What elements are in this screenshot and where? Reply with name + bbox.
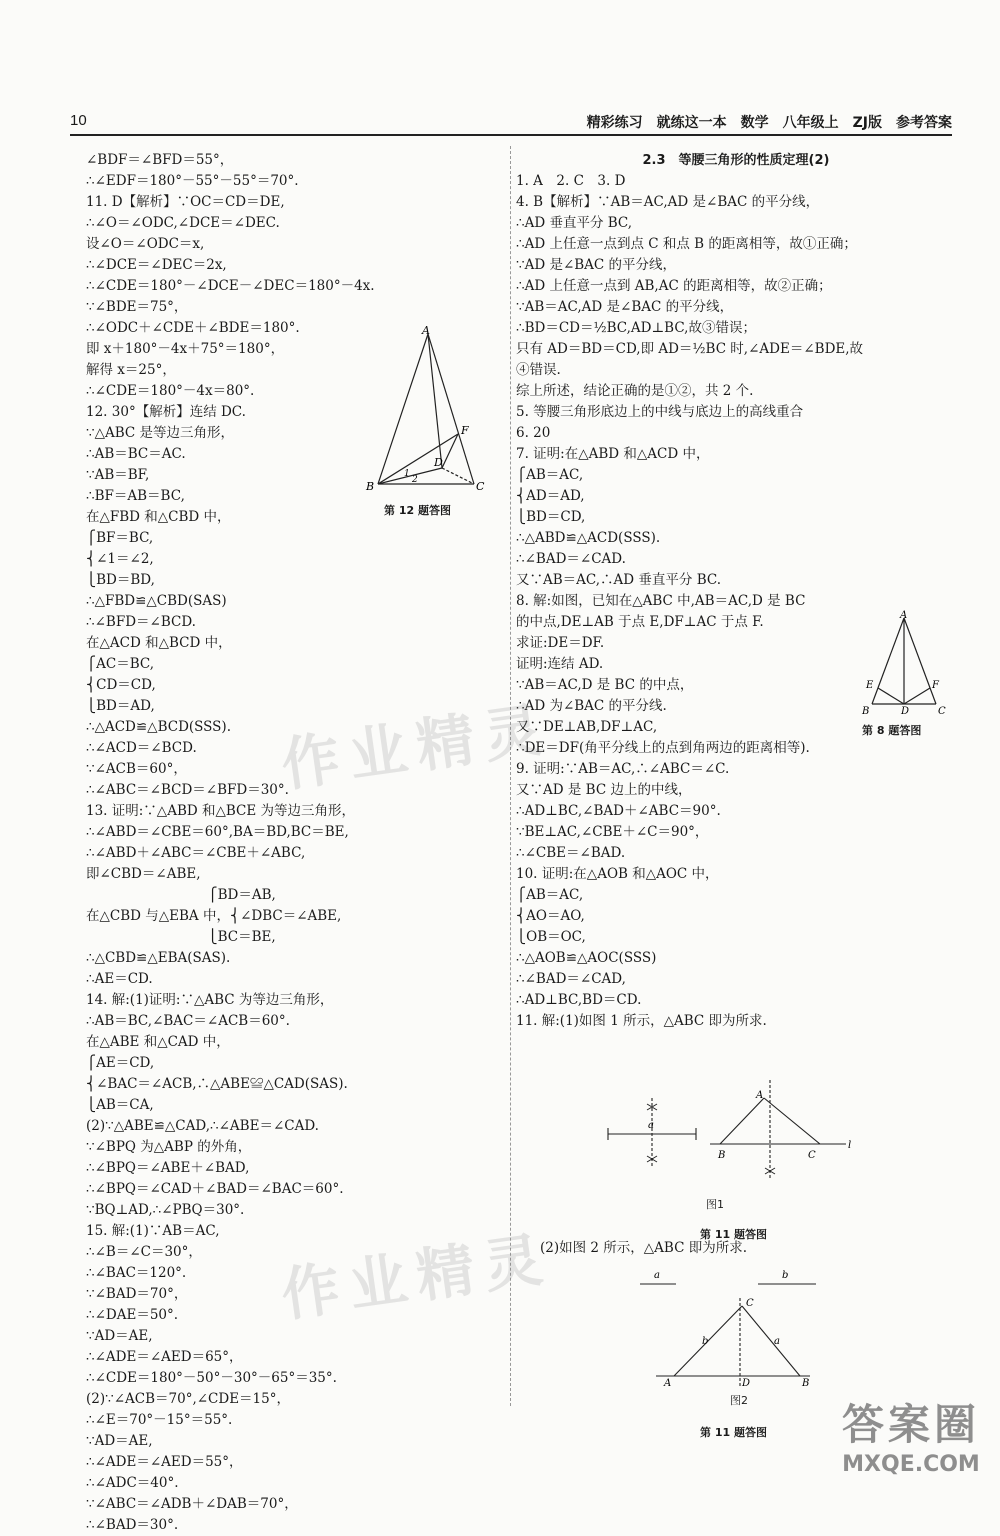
answer-line: ∴∠DAE＝50°.: [86, 1307, 179, 1323]
fig12-line-bd: [378, 468, 442, 484]
fig12-label-2: 2: [412, 475, 418, 485]
answer-line: ∴∠ADE＝∠AED＝55°，: [86, 1454, 243, 1470]
fig8-label-e: E: [866, 680, 874, 691]
watermark: 作业精灵: [277, 694, 557, 800]
answer-line: ∴AD 上任意一点到 AB,AC 的距离相等，故②正确；: [516, 278, 832, 294]
answer-line: 又∵AD 是 BC 边上的中线，: [516, 782, 692, 798]
fig11b-label-b-seg: b: [782, 1270, 789, 1281]
answer-line: ∴AD 为∠BAC 的平分线.: [516, 698, 667, 714]
answer-line: ⎩OB＝OC,: [516, 929, 586, 945]
fig12-label-a: A: [422, 326, 430, 337]
answer-line: 在△CBD 与△EBA 中，⎨∠DBC＝∠ABE,: [86, 908, 342, 924]
fig11a-label-a: A: [756, 1090, 764, 1101]
fig8-label-f: F: [932, 680, 939, 691]
answer-line: ⎧BD＝AB,: [86, 887, 276, 903]
fig8-side-ab: [872, 618, 904, 704]
answer-line: 9. 证明:∵AB＝AC,∴∠ABC＝∠C.: [516, 761, 730, 777]
answer-line: ∴△AOB≌△AOC(SSS): [516, 950, 657, 966]
answer-line: ∵∠BDE＝75°，: [86, 299, 188, 315]
answer-line: 15. 解:(1)∵AB＝AC,: [86, 1223, 220, 1239]
fig8-line-de: [878, 688, 904, 704]
answer-line: 又∵DE⊥AB,DF⊥AC,: [516, 719, 658, 735]
fig11b-label-a-seg: a: [654, 1270, 660, 1281]
answer-line: ∵∠BPQ 为△ABP 的外角，: [86, 1139, 252, 1155]
answer-line: ∴DE＝DF(角平分线上的点到角两边的距离相等).: [516, 740, 810, 756]
fig8-caption: 第 8 题答图: [862, 724, 922, 737]
figure-12: [362, 326, 492, 494]
fig12-side-ab: [378, 334, 428, 484]
answer-line: ∴∠ADC＝40°.: [86, 1475, 179, 1491]
answer-line: ⎨AD＝AD,: [516, 488, 585, 504]
answer-line: ∴∠EDF＝180°－55°－55°＝70°.: [86, 173, 299, 189]
answer-line: ∴∠ODC＋∠CDE＋∠BDE＝180°.: [86, 320, 300, 336]
answer-line: ∴∠ABC＝∠BCD＝∠BFD＝30°.: [86, 782, 289, 798]
answer-line: ∴AE＝CD.: [86, 971, 153, 987]
answer-line: ∵AB＝AC,D 是 BC 的中点，: [516, 677, 694, 693]
answer-line: 5. 等腰三角形底边上的中线与底边上的高线重合: [516, 404, 804, 420]
answer-line: ∴∠CDE＝180°－∠DCE－∠DEC＝180°－4x.: [86, 278, 375, 294]
answer-line: 在△ABE 和△CAD 中，: [86, 1034, 230, 1050]
fig12-label-f: F: [461, 424, 469, 437]
fig11a-label-c: C: [808, 1150, 816, 1161]
figure-8: [860, 610, 948, 716]
fig11a-side-ac: [764, 1098, 820, 1144]
answer-line: 求证:DE＝DF.: [516, 635, 605, 651]
right-column: [516, 150, 956, 1032]
answer-line: ∴∠BAD＝∠CAD,: [516, 971, 626, 987]
answer-line: ⎨∠1＝∠2,: [86, 551, 154, 567]
watermark: 作业精灵: [277, 1224, 557, 1330]
figure-11-2: [620, 1262, 840, 1390]
answer-line: (2)∵△ABE≌△CAD,∴∠ABE＝∠CAD.: [86, 1118, 319, 1134]
answer-line: ∴∠B＝∠C＝30°，: [86, 1244, 202, 1260]
fig8-label-c: C: [938, 706, 946, 716]
answer-line: 7. 证明:在△ABD 和△ACD 中，: [516, 446, 710, 462]
answer-line: ∴AD⊥BC,∠BAD＋∠ABC＝90°.: [516, 803, 721, 819]
answer-line: 12. 30°【解析】连结 DC.: [86, 404, 246, 420]
fig11a-sub-caption: 图1: [706, 1198, 724, 1211]
fig11b-label-c: C: [746, 1298, 754, 1309]
answer-line: ∴∠ACD＝∠BCD.: [86, 740, 197, 756]
answer-line: 设∠O＝∠ODC＝x,: [86, 236, 205, 252]
answer-line: ∴∠BPQ＝∠CAD＋∠BAD＝∠BAC＝60°.: [86, 1181, 344, 1197]
answer-line: ⎩BD＝CD,: [516, 509, 586, 525]
answer-line: ∴∠BAD＝30°.: [86, 1517, 179, 1533]
answer-line: ∴BD＝CD＝½BC,AD⊥BC,故③错误；: [516, 320, 756, 336]
answer-line: 的中点,DE⊥AB 于点 E,DF⊥AC 于点 F.: [516, 614, 764, 630]
answer-line: ∴∠BAC＝120°.: [86, 1265, 187, 1281]
answer-line: 4. B【解析】∵AB＝AC,AD 是∠BAC 的平分线，: [516, 194, 820, 210]
fig11b-label-b-side: b: [702, 1336, 709, 1347]
answer-line: ∴∠BFD＝∠BCD.: [86, 614, 196, 630]
fig12-label-c: C: [476, 480, 485, 493]
answer-line: ∠BDF＝∠BFD＝55°，: [86, 152, 234, 168]
answer-line: ⎨∠BAC＝∠ACB,∴△ABE≌△CAD(SAS).: [86, 1076, 348, 1092]
answer-line: ⎧BF＝BC,: [86, 530, 154, 546]
answer-line: (2)∵∠ACB＝70°,∠CDE＝15°，: [86, 1391, 290, 1407]
answer-line: ∴AB＝BC＝AC.: [86, 446, 186, 462]
answer-line: ∴∠BAD＝∠CAD.: [516, 551, 626, 567]
answer-line: ∴△CBD≌△EBA(SAS).: [86, 950, 231, 966]
page-number: 10: [70, 112, 87, 129]
answer-line: ⎩BC＝BE,: [86, 929, 276, 945]
answer-line: 即∠CBD＝∠ABE,: [86, 866, 201, 882]
answer-line: ④错误.: [516, 362, 561, 378]
figure-11-1: [600, 1068, 860, 1188]
answer-line: 即 x＋180°－4x＋75°＝180°，: [86, 341, 285, 357]
answer-line: ⎩AB＝CA,: [86, 1097, 154, 1113]
answer-line: ∴∠O＝∠ODC,∠DCE＝∠DEC.: [86, 215, 280, 231]
fig11a-caption: 第 11 题答图: [700, 1228, 767, 1241]
answer-line: 8. 解:如图，已知在△ABC 中,AB＝AC,D 是 BC: [516, 593, 806, 609]
answer-line: 10. 证明:在△AOB 和△AOC 中，: [516, 866, 719, 882]
answer-line: ∴AD⊥BC,BD＝CD.: [516, 992, 642, 1008]
answer-line: ∴∠DCE＝∠DEC＝2x,: [86, 257, 227, 273]
answer-line: 11. D【解析】∵OC＝CD＝DE,: [86, 194, 285, 210]
answer-line: 证明:连结 AD.: [516, 656, 604, 672]
fig8-label-b: B: [862, 706, 870, 716]
answer-line: 解得 x＝25°，: [86, 362, 176, 378]
answer-line: ∵∠BAD＝70°，: [86, 1286, 188, 1302]
answer-line: 在△ACD 和△BCD 中，: [86, 635, 232, 651]
fig8-label-d: D: [901, 706, 910, 716]
answer-line: ∵AD＝AE,: [86, 1433, 153, 1449]
answer-line: ⎨CD＝CD,: [86, 677, 156, 693]
answer-line: ∴∠CDE＝180°－50°－30°－65°＝35°.: [86, 1370, 337, 1386]
answer-line: ∴AD 上任意一点到点 C 和点 B 的距离相等，故①正确；: [516, 236, 857, 252]
fig11a-label-a-seg: a: [648, 1120, 654, 1131]
fig11a-label-b: B: [718, 1150, 726, 1161]
answer-line: 14. 解:(1)证明:∵△ABC 为等边三角形，: [86, 992, 334, 1008]
answer-line: ∴AB＝BC,∠BAC＝∠ACB＝60°.: [86, 1013, 290, 1029]
answer-line: ⎧AB＝AC,: [516, 467, 584, 483]
answer-line: ∴∠CBE＝∠BAD.: [516, 845, 626, 861]
answer-line: ⎩BD＝BD,: [86, 572, 155, 588]
answer-line: ⎧AE＝CD,: [86, 1055, 155, 1071]
answer-line: ∴∠ADE＝∠AED＝65°，: [86, 1349, 243, 1365]
answer-line: ∵△ABC 是等边三角形，: [86, 425, 235, 441]
answer-line: 11. 解:(1)如图 1 所示，△ABC 即为所求.: [516, 1013, 767, 1029]
fig11b-label-a: A: [664, 1378, 672, 1389]
answer-line: ∵BE⊥AC,∠CBE＋∠C＝90°，: [516, 824, 709, 840]
answer-line: 1. A 2. C 3. D: [516, 173, 626, 189]
answer-line: ∴∠E＝70°－15°＝55°.: [86, 1412, 233, 1428]
answer-line: ⎩BD＝AD,: [86, 698, 155, 714]
answer-line: ∵∠ACB＝60°，: [86, 761, 187, 777]
answer-line: ∵AD 是∠BAC 的平分线，: [516, 257, 677, 273]
fig8-label-a: A: [900, 610, 908, 621]
logo-text: 答案圈: [841, 1400, 980, 1449]
fig11b-label-b: B: [802, 1378, 810, 1389]
answer-line: ∵AB＝AC,AD 是∠BAC 的平分线，: [516, 299, 734, 315]
fig12-label-1: 1: [404, 469, 410, 479]
answer-line: ∴∠ABD＋∠ABC＝∠CBE＋∠ABC,: [86, 845, 306, 861]
fig12-label-b: B: [366, 480, 375, 493]
answer-line: 又∵AB＝AC,∴AD 垂直平分 BC.: [516, 572, 722, 588]
answer-line: ∴∠CDE＝180°－4x＝80°.: [86, 383, 255, 399]
fig11b-label-d: D: [742, 1378, 751, 1389]
fig11b-caption: 第 11 题答图: [700, 1426, 767, 1439]
answer-line: ∵AD＝AE,: [86, 1328, 153, 1344]
fig11b-side-ac: [742, 1306, 800, 1376]
fig11a-label-l: l: [848, 1140, 852, 1151]
section-title: 2.3 等腰三角形的性质定理(2): [642, 153, 830, 168]
answer-line: 在△FBD 和△CBD 中，: [86, 509, 231, 525]
right-bottom-line: (2)如图 2 所示，△ABC 即为所求.: [540, 1240, 748, 1256]
fig12-line-dc: [442, 468, 474, 484]
fig12-label-d: D: [434, 456, 443, 469]
answer-line: ∴△FBD≌△CBD(SAS): [86, 593, 227, 609]
answer-line: ∵AB＝BF,: [86, 467, 150, 483]
answer-line: 综上所述，结论正确的是①②，共 2 个.: [516, 383, 754, 399]
right-column-lines: [516, 171, 956, 1032]
fig8-line-df: [904, 688, 930, 704]
answer-line: ∵∠ABC＝∠ADB＋∠DAB＝70°，: [86, 1496, 298, 1512]
fig11a-side-ab: [720, 1098, 764, 1144]
answer-line: ∴△ABD≌△ACD(SSS).: [516, 530, 661, 546]
fig11b-label-a-side: a: [774, 1336, 780, 1347]
site-logo: [842, 1392, 980, 1477]
logo-url: MXQE.COM: [842, 1452, 980, 1477]
answer-line: ⎧AC＝BC,: [86, 656, 155, 672]
page-header: [70, 112, 952, 136]
answer-line: 13. 证明:∵△ABD 和△BCE 为等边三角形，: [86, 803, 356, 819]
answer-line: 6. 20: [516, 425, 551, 441]
fig12-caption: 第 12 题答图: [384, 504, 451, 517]
answer-line: 只有 AD＝BD＝CD,即 AD＝½BC 时,∠ADE＝∠BDE,故: [516, 341, 864, 357]
answer-line: ∴△ACD≌△BCD(SSS).: [86, 719, 231, 735]
answer-line: ⎧AB＝AC,: [516, 887, 584, 903]
answer-line: ∴∠BPQ＝∠ABE＋∠BAD,: [86, 1160, 250, 1176]
answer-line: ∴BF＝AB＝BC,: [86, 488, 185, 504]
fig8-side-ac: [904, 618, 936, 704]
answer-line: ∵BQ⊥AD,∴∠PBQ＝30°.: [86, 1202, 245, 1218]
fig11b-sub-caption: 图2: [730, 1394, 748, 1407]
answer-line: ∴∠ABD＝∠CBE＝60°,BA＝BD,BC＝BE,: [86, 824, 349, 840]
header-title: 精彩练习 就练这一本 数学 八年级上 ZJ版 参考答案: [586, 115, 952, 131]
answer-line: ⎨AO＝AO,: [516, 908, 585, 924]
answer-line: ∴AD 垂直平分 BC,: [516, 215, 633, 231]
